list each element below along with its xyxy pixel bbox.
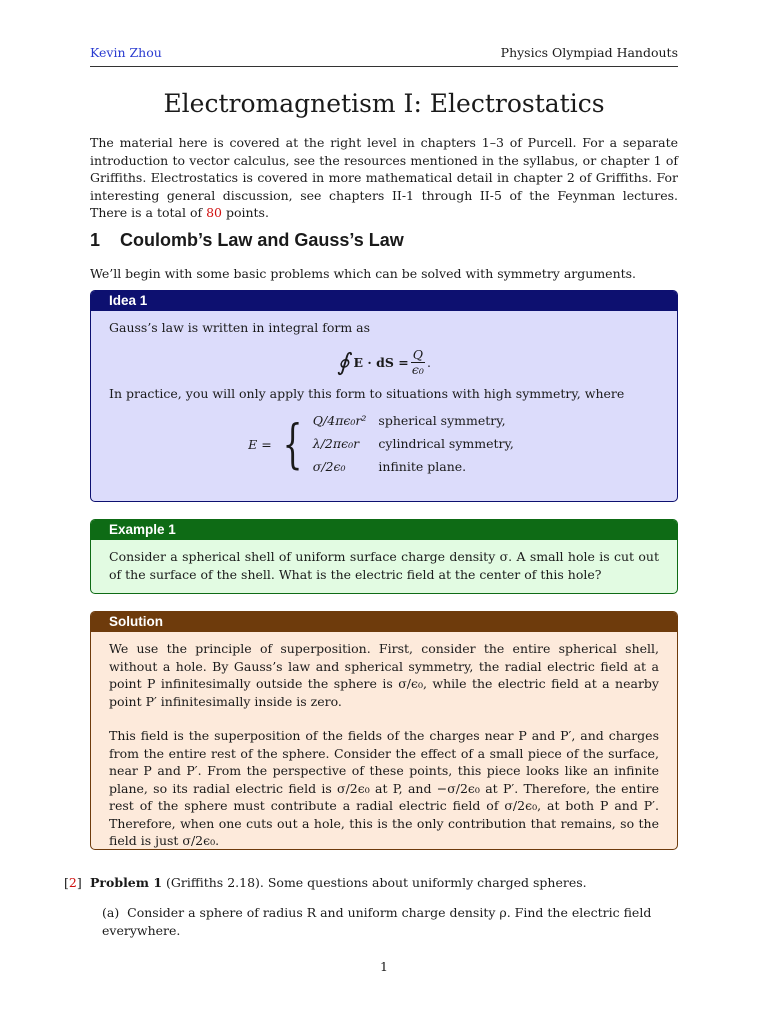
contour-integral-symbol: ∮ xyxy=(337,347,350,376)
example-title: Example 1 xyxy=(91,520,677,540)
idea-title: Idea 1 xyxy=(91,291,677,311)
section-title: Coulomb’s Law and Gauss’s Law xyxy=(120,230,404,250)
case-expression: Q/4πϵ₀r² xyxy=(312,413,367,428)
case-expression: λ/2πϵ₀r xyxy=(312,436,360,451)
total-points: 80 xyxy=(206,205,222,220)
fraction-denominator: ϵ₀ xyxy=(411,362,424,377)
page-number: 1 xyxy=(380,959,388,974)
equation-fraction xyxy=(411,348,425,377)
idea-box xyxy=(90,290,678,502)
problem-1 xyxy=(64,874,678,892)
solution-body xyxy=(91,632,677,850)
section-lead: We’ll begin with some basic problems which can be solved with symmetry arguments. xyxy=(90,266,637,281)
example-box xyxy=(90,519,678,594)
solution-paragraph-2: This field is the superposition of the fields of the charges near P and P′, and charges from the entire rest of the sphere. Consider the effect of a small piece of the surface, near P and P′. From the perspective of these points, this piece looks like an infinite plane, so its radial electric field is σ/2ϵ₀ at P, and −σ/2ϵ₀ at P′. Therefore, the entire rest of the sphere must contribute a radial electric field of σ/2ϵ₀, at both P and P′. Therefore, when one cuts out a hole, this is the only contribution that remains, so the field is just σ/2ϵ₀. xyxy=(109,728,659,848)
part-a-label: (a) xyxy=(102,905,120,920)
bracket-open: [ xyxy=(64,875,69,890)
case-condition: cylindrical symmetry, xyxy=(378,436,514,451)
problem-part-a xyxy=(102,904,678,939)
case-row xyxy=(313,433,520,456)
cases-table xyxy=(313,410,520,479)
solution-paragraph-1: We use the principle of superposition. First, consider the entire spherical shell, without a hole. By Gauss’s law and spherical symmetry, the radial electric field at a point P infinitesimally outside the sphere is σ/ϵ₀, while the electric field at a nearby point P′ infinitesimally inside is zero. xyxy=(109,641,659,709)
page-title: Electromagnetism I: Electrostatics xyxy=(163,89,605,118)
idea-body xyxy=(91,311,677,479)
solution-title: Solution xyxy=(91,612,677,632)
case-row xyxy=(313,456,520,479)
equation-period: . xyxy=(426,354,431,370)
section-heading xyxy=(90,228,404,252)
gauss-law-equation xyxy=(109,341,659,385)
header-rule xyxy=(90,66,678,67)
problem-points-value: 2 xyxy=(68,875,77,890)
section-number: 1 xyxy=(90,230,101,250)
problem-label: Problem 1 xyxy=(90,875,163,890)
series-name: Physics Olympiad Handouts xyxy=(500,45,678,60)
field-cases xyxy=(109,410,659,479)
case-condition: spherical symmetry, xyxy=(378,413,506,428)
intro-text: The material here is covered at the right level in chapters 1–3 of Purcell. For a separate introduction to vector calculus, see the resources mentioned in the syllabus, or chapter 1 of Griffiths. Electrostatics is covered in more mathematical detail in chapter 2 of Griffiths. For interesting general discussion, see chapters II-1 through II-5 of the Feynman lectures. There is a total of xyxy=(90,135,678,220)
paragraph-gap xyxy=(109,710,659,727)
bracket-close: ] xyxy=(76,875,82,890)
case-row xyxy=(313,410,520,433)
problem-text: Some questions about uniformly charged spheres. xyxy=(267,875,587,890)
case-condition: infinite plane. xyxy=(378,459,467,474)
idea-line-1: Gauss’s law is written in integral form as xyxy=(109,320,371,335)
intro-paragraph xyxy=(90,134,678,222)
intro-text-end: points. xyxy=(221,205,269,220)
solution-box xyxy=(90,611,678,850)
case-expression: σ/2ϵ₀ xyxy=(312,459,346,474)
idea-line-2: In practice, you will only apply this form to situations with high symmetry, where xyxy=(109,385,625,401)
part-a-text: Consider a sphere of radius R and uniform charge density ρ. Find the electric field everywhere. xyxy=(102,905,652,938)
left-brace: { xyxy=(282,414,303,475)
example-text: Consider a spherical shell of uniform surface charge density σ. A small hole is cut out of the surface of the shell. What is the electric field at the center of this hole? xyxy=(109,549,659,582)
fraction-numerator: Q xyxy=(412,347,423,362)
equation-integrand: E · dS = xyxy=(353,354,409,370)
running-header xyxy=(90,44,678,62)
author-name[interactable]: Kevin Zhou xyxy=(90,45,162,60)
problem-points xyxy=(64,874,90,892)
cases-lhs: E = xyxy=(248,436,272,452)
problem-source: (Griffiths 2.18). xyxy=(162,875,268,890)
